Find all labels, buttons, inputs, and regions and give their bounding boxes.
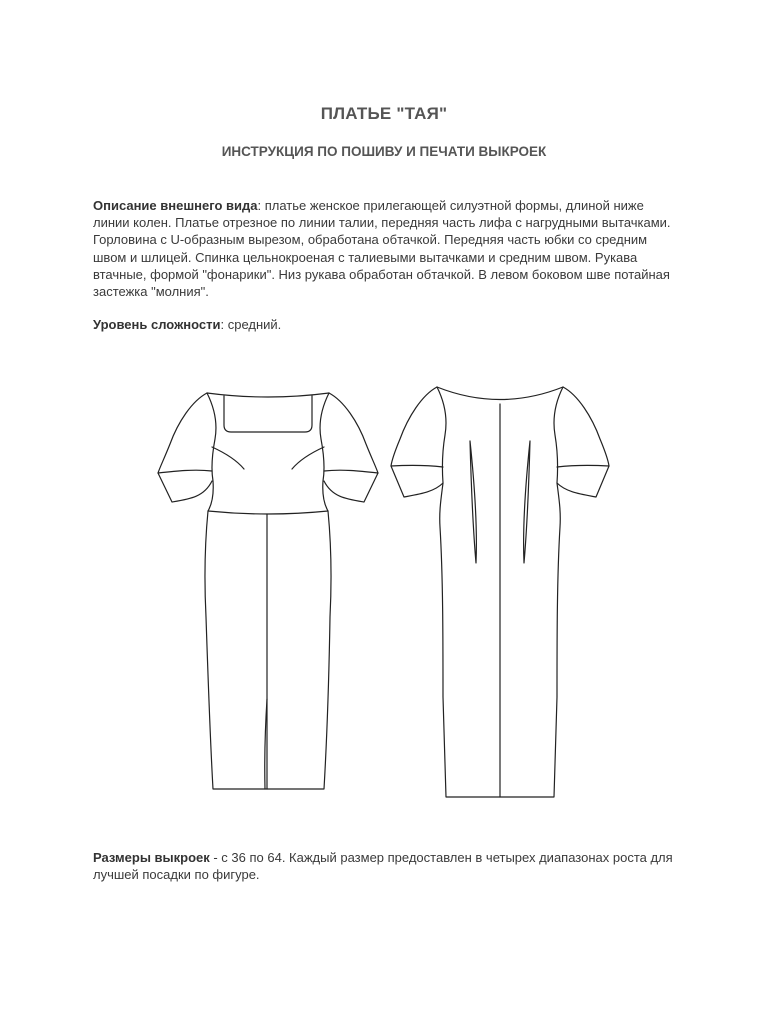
description-text: : платье женское прилегающей силуэтной формы, длиной ниже линии колен. Платье отрезное по линии талии, передняя часть лифа с нагрудными вытачками. Горловина с U-образным вырезом, обработана обтачкой. Передняя часть юбки со средним швом и шлицей. Спинка цельнокроеная с талиевыми вытачками и средним швом. Рукава втачные, формой "фонарики". Низ рукава обработан обтачкой. В левом боковом шве потайная застежка "молния". <box>93 198 671 300</box>
front-bust-dart-right <box>292 447 324 469</box>
page-title: ПЛАТЬЕ "ТАЯ" <box>320 104 448 123</box>
back-neckline <box>437 387 563 400</box>
front-waist-seam <box>208 511 328 514</box>
sizes-label: Размеры выкроек <box>93 850 210 865</box>
back-sleeve-right <box>557 387 609 497</box>
back-sleeve-right-cuff <box>557 465 609 467</box>
front-sleeve-left-cuff <box>158 470 212 473</box>
back-sleeve-left-cuff <box>391 465 443 467</box>
dress-technical-sketch <box>152 377 614 805</box>
front-sleeve-right <box>324 393 378 502</box>
description-paragraph <box>93 197 683 300</box>
difficulty-label: Уровень сложности <box>93 317 221 332</box>
front-neckline-inner <box>224 396 312 432</box>
front-sleeve-left <box>158 393 212 502</box>
sizes-paragraph <box>93 849 683 883</box>
description-label: Описание внешнего вида <box>93 198 258 213</box>
page-subtitle: ИНСТРУКЦИЯ ПО ПОШИВУ И ПЕЧАТИ ВЫКРОЕК <box>221 144 547 159</box>
back-dart-left <box>470 441 476 563</box>
sizes-text: - с 36 по 64. Каждый размер предоставлен в четырех диапазонах роста для лучшей посадки по фигуре. <box>93 850 673 883</box>
difficulty-paragraph <box>93 316 683 333</box>
dress-front-view <box>158 393 378 789</box>
front-neckline-outer <box>207 393 329 397</box>
dress-back-view <box>391 387 609 797</box>
difficulty-text: : средний. <box>220 317 282 332</box>
back-sleeve-left <box>391 387 443 497</box>
front-bust-dart-left <box>212 447 244 469</box>
back-dart-right <box>524 441 530 563</box>
front-sleeve-right-cuff <box>324 470 378 473</box>
